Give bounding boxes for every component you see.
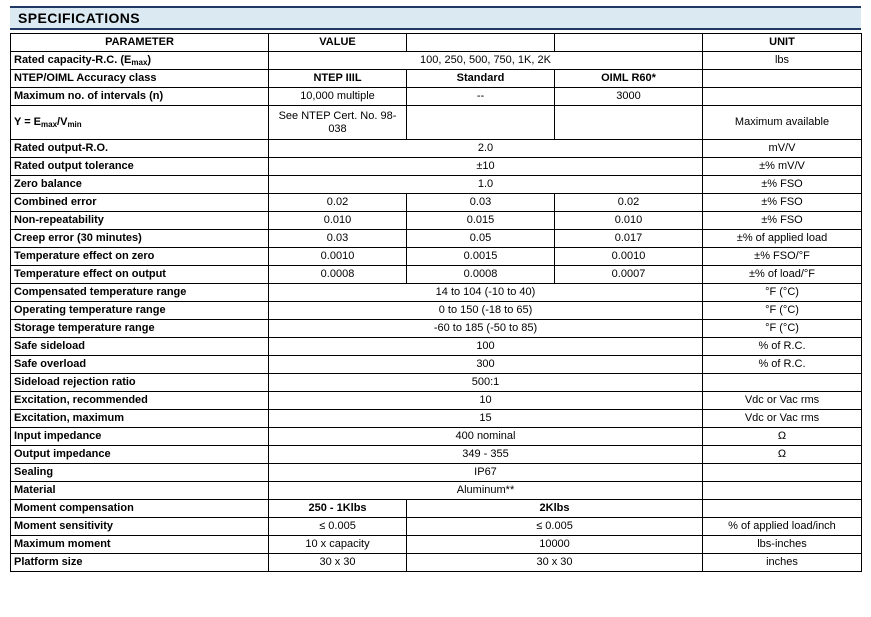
table-row <box>11 554 862 572</box>
table-row <box>11 248 862 266</box>
row-label-operating-temp-range: Operating temperature range <box>11 302 269 320</box>
row-unit-moment-compensation <box>703 500 862 518</box>
table-row <box>11 140 862 158</box>
row-value-temp-effect-zero-1: 0.0010 <box>269 248 407 266</box>
row-label-platform-size: Platform size <box>11 554 269 572</box>
row-unit-accuracy-class <box>703 70 862 88</box>
row-value-non-repeatability-3: 0.010 <box>555 212 703 230</box>
row-value-temp-effect-output-2: 0.0008 <box>407 266 555 284</box>
row-label-moment-compensation: Moment compensation <box>11 500 269 518</box>
row-value-moment-sensitivity-1: ≤ 0.005 <box>269 518 407 536</box>
row-unit-sideload-rejection-ratio <box>703 374 862 392</box>
table-row <box>11 176 862 194</box>
row-value-rated-output: 2.0 <box>269 140 703 158</box>
row-value-max-intervals-1: 10,000 multiple <box>269 88 407 106</box>
row-unit-safe-overload: % of R.C. <box>703 356 862 374</box>
row-value-moment-sensitivity-2: ≤ 0.005 <box>407 518 703 536</box>
specifications-table <box>10 33 862 572</box>
row-label-safe-overload: Safe overload <box>11 356 269 374</box>
row-value-moment-compensation-250-1klbs: 250 - 1Klbs <box>269 500 407 518</box>
row-label-output-impedance: Output impedance <box>11 446 269 464</box>
table-header-row <box>11 34 862 52</box>
row-unit-output-impedance: Ω <box>703 446 862 464</box>
row-label-sealing: Sealing <box>11 464 269 482</box>
row-label-zero-balance: Zero balance <box>11 176 269 194</box>
row-unit-rated-output: mV/V <box>703 140 862 158</box>
column-header-blank-1 <box>407 34 555 52</box>
row-value-temp-effect-output-1: 0.0008 <box>269 266 407 284</box>
table-row <box>11 410 862 428</box>
table-row <box>11 464 862 482</box>
row-value-compensated-temp-range: 14 to 104 (-10 to 40) <box>269 284 703 302</box>
row-value-safe-overload: 300 <box>269 356 703 374</box>
table-row <box>11 106 862 140</box>
row-label-combined-error: Combined error <box>11 194 269 212</box>
row-label-temp-effect-output: Temperature effect on output <box>11 266 269 284</box>
row-label-safe-sideload: Safe sideload <box>11 338 269 356</box>
row-value-rated-output-tolerance: ±10 <box>269 158 703 176</box>
row-value-y-cert: See NTEP Cert. No. 98-038 <box>269 106 407 140</box>
row-label-storage-temp-range: Storage temperature range <box>11 320 269 338</box>
row-value-accuracy-ntep: NTEP IIIL <box>269 70 407 88</box>
row-value-combined-error-2: 0.03 <box>407 194 555 212</box>
column-header-unit: UNIT <box>703 34 862 52</box>
row-label-rated-capacity: Rated capacity-R.C. $(E_{max})$ <box>11 52 269 70</box>
row-value-excitation-maximum: 15 <box>269 410 703 428</box>
table-row <box>11 158 862 176</box>
table-row <box>11 338 862 356</box>
row-unit-zero-balance: ±% FSO <box>703 176 862 194</box>
row-label-input-impedance: Input impedance <box>11 428 269 446</box>
row-value-temp-effect-zero-2: 0.0015 <box>407 248 555 266</box>
row-value-creep-error-3: 0.017 <box>555 230 703 248</box>
table-row <box>11 536 862 554</box>
table-row <box>11 500 862 518</box>
row-value-accuracy-oiml: OIML R60* <box>555 70 703 88</box>
row-value-storage-temp-range: -60 to 185 (-50 to 85) <box>269 320 703 338</box>
row-value-output-impedance: 349 - 355 <box>269 446 703 464</box>
row-value-platform-size-2: 30 x 30 <box>407 554 703 572</box>
table-row <box>11 392 862 410</box>
row-value-y-blank-2 <box>555 106 703 140</box>
row-label-accuracy-class: NTEP/OIML Accuracy class <box>11 70 269 88</box>
row-value-sideload-rejection-ratio: 500:1 <box>269 374 703 392</box>
table-row <box>11 88 862 106</box>
row-unit-material <box>703 482 862 500</box>
row-unit-storage-temp-range: °F (°C) <box>703 320 862 338</box>
row-unit-temp-effect-output: ±% of load/°F <box>703 266 862 284</box>
row-value-zero-balance: 1.0 <box>269 176 703 194</box>
row-value-maximum-moment-1: 10 x capacity <box>269 536 407 554</box>
row-unit-temp-effect-zero: ±% FSO/°F <box>703 248 862 266</box>
row-label-y-emax-vmin: $Y = E_{max}/V_{min}$ <box>11 106 269 140</box>
row-label-rated-output-tolerance: Rated output tolerance <box>11 158 269 176</box>
table-row <box>11 374 862 392</box>
row-value-excitation-recommended: 10 <box>269 392 703 410</box>
table-row <box>11 212 862 230</box>
row-unit-creep-error: ±% of applied load <box>703 230 862 248</box>
row-unit-sealing <box>703 464 862 482</box>
row-unit-y: Maximum available <box>703 106 862 140</box>
row-unit-operating-temp-range: °F (°C) <box>703 302 862 320</box>
row-value-creep-error-2: 0.05 <box>407 230 555 248</box>
row-unit-compensated-temp-range: °F (°C) <box>703 284 862 302</box>
table-row <box>11 230 862 248</box>
row-value-material: Aluminum** <box>269 482 703 500</box>
row-value-accuracy-standard: Standard <box>407 70 555 88</box>
row-unit-combined-error: ±% FSO <box>703 194 862 212</box>
row-unit-moment-sensitivity: % of applied load/inch <box>703 518 862 536</box>
row-value-max-intervals-3: 3000 <box>555 88 703 106</box>
table-row <box>11 320 862 338</box>
row-value-operating-temp-range: 0 to 150 (-18 to 65) <box>269 302 703 320</box>
row-label-sideload-rejection-ratio: Sideload rejection ratio <box>11 374 269 392</box>
row-unit-rated-output-tolerance: ±% mV/V <box>703 158 862 176</box>
column-header-value: VALUE <box>269 34 407 52</box>
table-row <box>11 518 862 536</box>
table-row <box>11 194 862 212</box>
table-row <box>11 446 862 464</box>
row-label-excitation-maximum: Excitation, maximum <box>11 410 269 428</box>
row-label-material: Material <box>11 482 269 500</box>
row-label-moment-sensitivity: Moment sensitivity <box>11 518 269 536</box>
row-label-rated-output: Rated output-R.O. <box>11 140 269 158</box>
table-row <box>11 302 862 320</box>
row-label-excitation-recommended: Excitation, recommended <box>11 392 269 410</box>
row-value-non-repeatability-2: 0.015 <box>407 212 555 230</box>
row-value-maximum-moment-2: 10000 <box>407 536 703 554</box>
row-unit-safe-sideload: % of R.C. <box>703 338 862 356</box>
row-label-maximum-moment: Maximum moment <box>11 536 269 554</box>
row-value-safe-sideload: 100 <box>269 338 703 356</box>
specifications-header-bar <box>10 6 861 30</box>
row-unit-excitation-recommended: Vdc or Vac rms <box>703 392 862 410</box>
row-unit-non-repeatability: ±% FSO <box>703 212 862 230</box>
row-value-input-impedance: 400 nominal <box>269 428 703 446</box>
column-header-blank-2 <box>555 34 703 52</box>
row-value-max-intervals-2: -- <box>407 88 555 106</box>
row-label-non-repeatability: Non-repeatability <box>11 212 269 230</box>
row-value-temp-effect-output-3: 0.0007 <box>555 266 703 284</box>
row-unit-rated-capacity: lbs <box>703 52 862 70</box>
column-header-parameter: PARAMETER <box>11 34 269 52</box>
row-label-max-intervals: Maximum no. of intervals (n) <box>11 88 269 106</box>
table-row <box>11 428 862 446</box>
row-value-combined-error-3: 0.02 <box>555 194 703 212</box>
row-unit-excitation-maximum: Vdc or Vac rms <box>703 410 862 428</box>
row-value-temp-effect-zero-3: 0.0010 <box>555 248 703 266</box>
row-value-combined-error-1: 0.02 <box>269 194 407 212</box>
table-row <box>11 266 862 284</box>
table-row <box>11 482 862 500</box>
row-label-creep-error: Creep error (30 minutes) <box>11 230 269 248</box>
row-value-creep-error-1: 0.03 <box>269 230 407 248</box>
row-label-temp-effect-zero: Temperature effect on zero <box>11 248 269 266</box>
row-label-compensated-temp-range: Compensated temperature range <box>11 284 269 302</box>
row-value-sealing: IP67 <box>269 464 703 482</box>
page-title: SPECIFICATIONS <box>18 10 141 26</box>
row-value-non-repeatability-1: 0.010 <box>269 212 407 230</box>
row-unit-max-intervals <box>703 88 862 106</box>
row-value-y-blank-1 <box>407 106 555 140</box>
row-unit-input-impedance: Ω <box>703 428 862 446</box>
row-value-platform-size-1: 30 x 30 <box>269 554 407 572</box>
row-value-rated-capacity: 100, 250, 500, 750, 1K, 2K <box>269 52 703 70</box>
row-value-moment-compensation-2klbs: 2Klbs <box>407 500 703 518</box>
row-unit-platform-size: inches <box>703 554 862 572</box>
table-row <box>11 284 862 302</box>
table-row <box>11 52 862 70</box>
table-row <box>11 70 862 88</box>
row-unit-maximum-moment: lbs-inches <box>703 536 862 554</box>
table-row <box>11 356 862 374</box>
